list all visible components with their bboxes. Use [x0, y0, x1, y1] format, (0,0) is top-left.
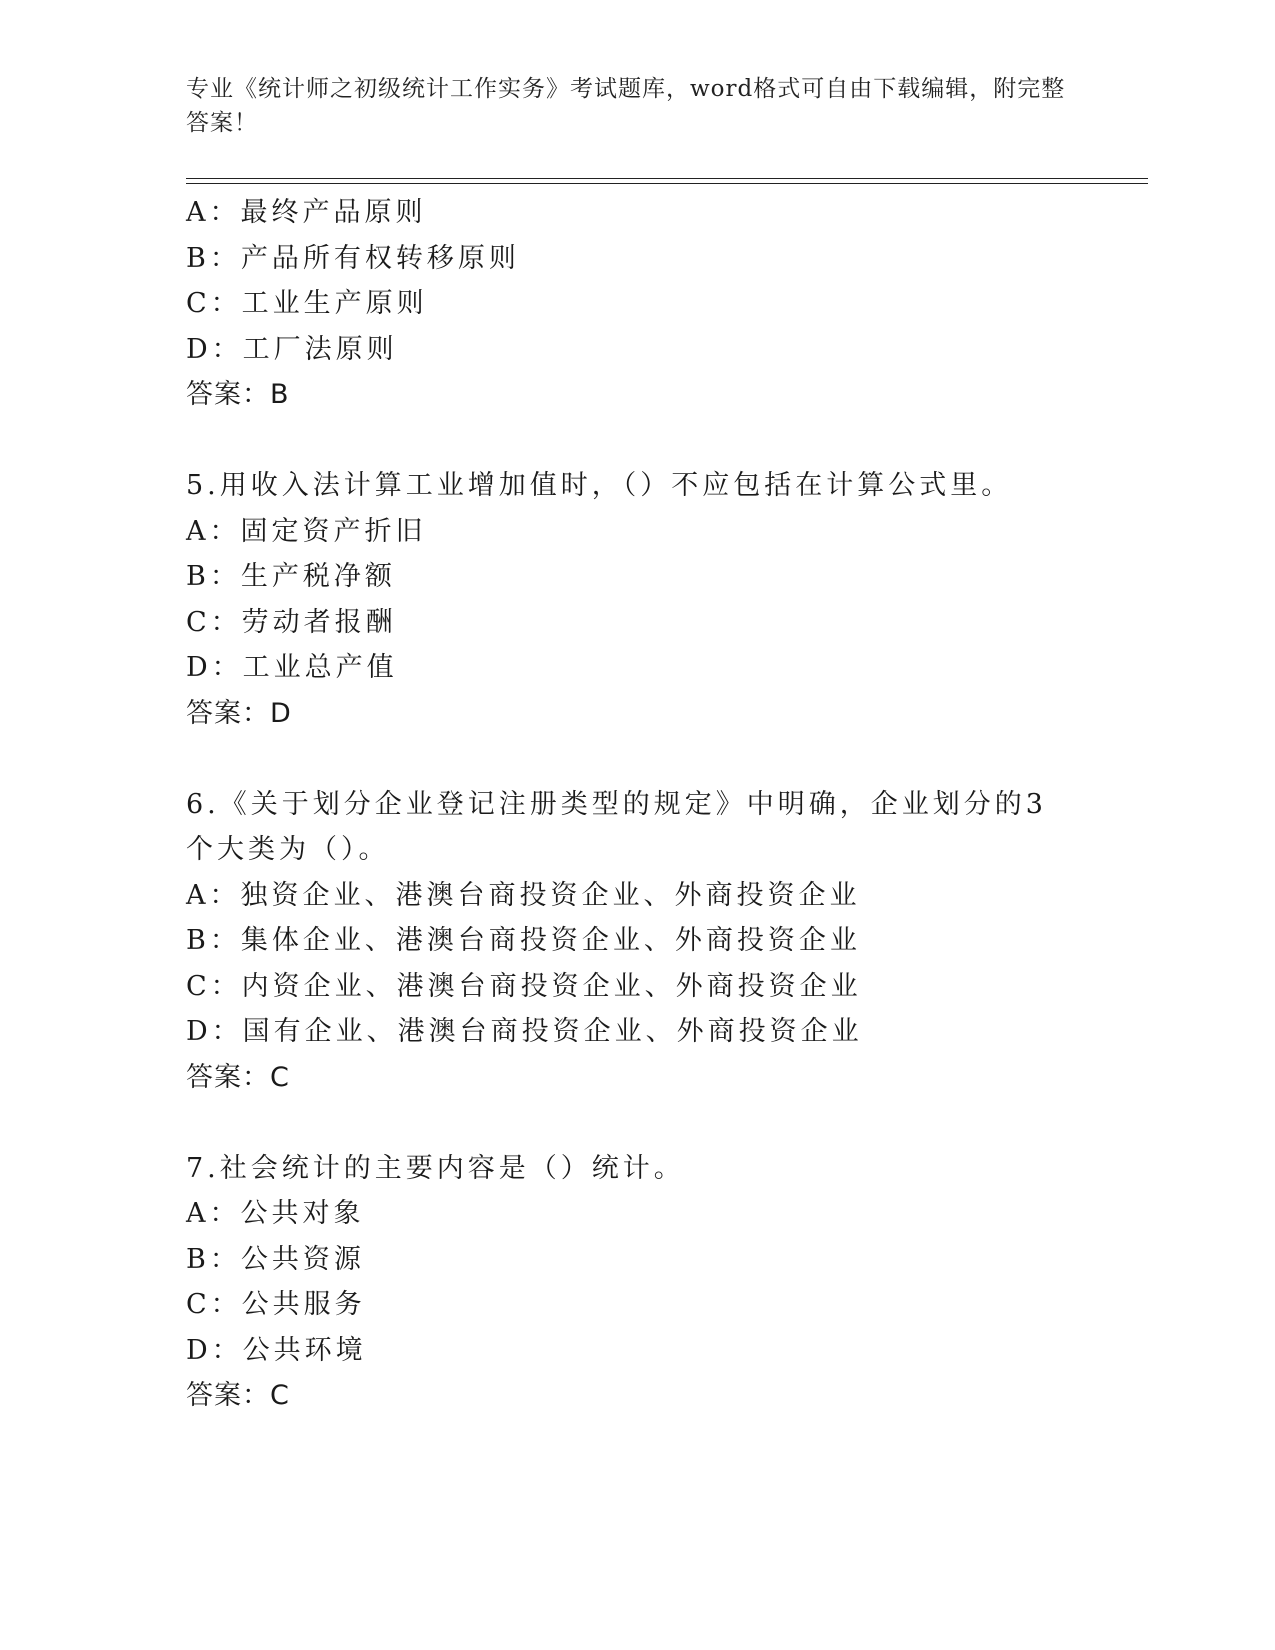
- answer-label: 答案：C: [186, 1380, 290, 1411]
- option-b: B：公共资源: [186, 1243, 365, 1275]
- option-b: B：集体企业、港澳台商投资企业、外商投资企业: [186, 925, 861, 956]
- option-c: C：公共服务: [186, 1289, 366, 1320]
- option-c: C：内资企业、港澳台商投资企业、外商投资企业: [186, 970, 862, 1002]
- question-stem: 6.《关于划分企业登记注册类型的规定》中明确，企业划分的3个大类为（）。: [186, 788, 1047, 865]
- spacer: [186, 1100, 1146, 1146]
- spacer: [186, 736, 1146, 782]
- answer-label: 答案：C: [186, 1061, 290, 1093]
- header-divider-top: [186, 178, 1148, 179]
- option-b: B：生产税净额: [186, 561, 396, 592]
- question-5: [186, 463, 1146, 736]
- option-d: D：国有企业、港澳台商投资企业、外商投资企业: [186, 1016, 863, 1047]
- option-d: D：公共环境: [186, 1334, 367, 1366]
- question-6: [186, 782, 1146, 1101]
- answer-label: 答案：B: [186, 379, 290, 410]
- answer-label: 答案：D: [186, 697, 292, 729]
- option-a: A：固定资产折旧: [186, 515, 427, 547]
- spacer: [186, 418, 1146, 464]
- document-header: 专业《统计师之初级统计工作实务》考试题库，word格式可自由下载编辑，附完整答案！: [186, 76, 1066, 136]
- question-list: [186, 190, 1146, 1419]
- question-7: [186, 1146, 1146, 1419]
- header-divider-bottom: [186, 183, 1148, 184]
- option-a: A：公共对象: [186, 1198, 365, 1229]
- option-c: C：劳动者报酬: [186, 606, 397, 638]
- question-stem: 7.社会统计的主要内容是（）统计。: [186, 1152, 685, 1184]
- option-a: A：独资企业、港澳台商投资企业、外商投资企业: [186, 879, 861, 911]
- option-d: D：工厂法原则: [186, 333, 398, 365]
- option-a: A：最终产品原则: [186, 197, 427, 228]
- question-4-continued: [186, 190, 1146, 418]
- option-d: D：工业总产值: [186, 652, 398, 683]
- option-b: B：产品所有权转移原则: [186, 242, 520, 274]
- option-c: C：工业生产原则: [186, 288, 428, 319]
- question-stem: 5.用收入法计算工业增加值时，（）不应包括在计算公式里。: [186, 470, 1013, 501]
